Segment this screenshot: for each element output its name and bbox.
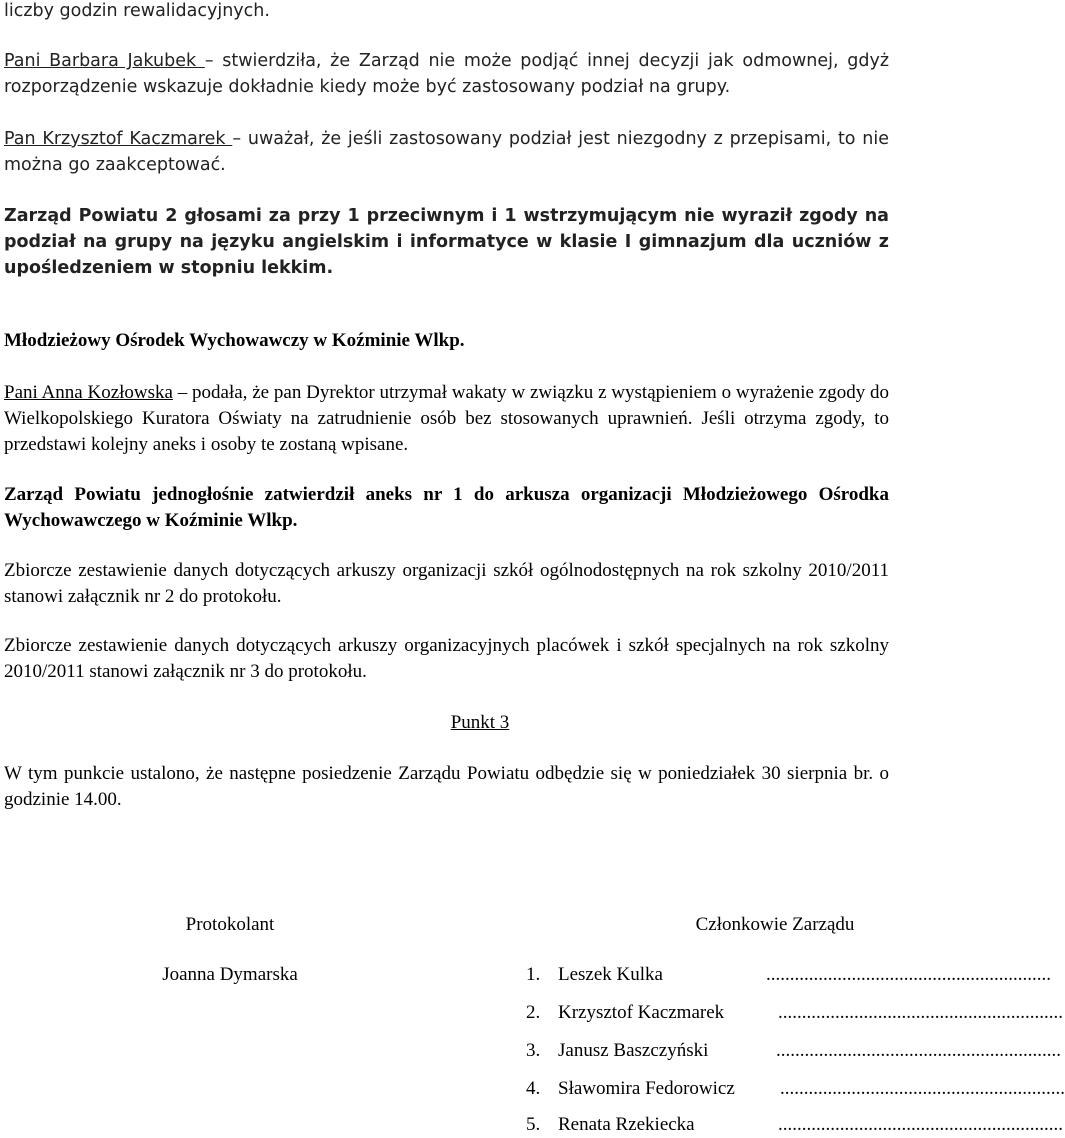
member-name: Leszek Kulka — [558, 964, 663, 985]
member-name: Sławomira Fedorowicz — [558, 1078, 735, 1099]
resolution-paragraph: Zarząd Powiatu jednogłośnie zatwierdził aneks nr 1 do arkusza organizacji Młodzieżowego Ośrodka Wychowawczego w Koźminie Wlkp. — [4, 484, 889, 531]
protokolant-label: Protokolant — [185, 914, 275, 935]
member-name: Renata Rzekiecka — [558, 1114, 695, 1135]
signature-dots: ............................................................ — [778, 1002, 1063, 1023]
members-label: Członkowie Zarządu — [695, 914, 855, 935]
member-name: Janusz Baszczyński — [558, 1040, 709, 1061]
resolution-paragraph: Zarząd Powiatu 2 głosami za przy 1 przeciwnym i 1 wstrzymującym nie wyraził zgody na podział na grupy na języku angielskim i informatyce w klasie I gimnazjum dla uczniów z upośledzeniem w stopniu lekkim. — [4, 206, 889, 278]
paragraph-kozlowska — [4, 380, 889, 458]
member-signature-line — [526, 962, 1051, 988]
attachment-note: Zbiorcze zestawienie danych dotyczących arkuszy organizacyjnych placówek i szkół specjalnych na rok szkolny 2010/2011 stanowi załącznik nr 3 do protokołu. — [4, 635, 889, 682]
signature-dots: ............................................................ — [776, 1040, 1061, 1061]
member-signature-line — [526, 1076, 1065, 1102]
speaker-name: Pan Krzysztof Kaczmarek — [4, 129, 233, 149]
statement-text: – uważał, że jeśli zastosowany podział jest niezgodny z przepisami, to nie można go zaakceptować. — [4, 129, 889, 175]
member-signature-line — [526, 1000, 1063, 1026]
signature-dots: ............................................................ — [780, 1078, 1065, 1099]
speaker-name: Pani Anna Kozłowska — [4, 382, 173, 403]
statement-text: – stwierdziła, że Zarząd nie może podjąć innej decyzji jak odmownej, gdyż rozporządzenie wskazuje dokładnie kiedy może być zastosowany podział na grupy. — [4, 51, 890, 97]
signature-dots: ............................................................ — [778, 1114, 1063, 1135]
member-signature-line — [526, 1112, 1063, 1138]
member-number: 2. — [526, 1002, 541, 1023]
closing-paragraph: W tym punkcie ustalono, że następne posiedzenie Zarządu Powiatu odbędzie się w poniedziałek 30 sierpnia br. o godzinie 14.00. — [4, 763, 889, 810]
signature-dots: ............................................................ — [766, 964, 1051, 985]
statement-text: – podała, że pan Dyrektor utrzymał wakaty w związku z wystąpieniem o wyrażenie zgody do Wielkopolskiego Kuratora Oświaty na zatrudnienie osób bez stosowanych uprawnień. Jeśli otrzyma zgody, to przedstawi kolejny aneks i osoby te zostaną wpisane. — [4, 382, 889, 455]
attachment-note: Zbiorcze zestawienie danych dotyczących arkuszy organizacji szkół ogólnodostępnych na rok szkolny 2010/2011 stanowi załącznik nr 2 do protokołu. — [4, 560, 889, 607]
member-signature-line — [526, 1038, 1061, 1064]
speaker-name: Pani Barbara Jakubek — [4, 51, 205, 71]
paragraph-jakubek — [4, 48, 889, 100]
member-name: Krzysztof Kaczmarek — [558, 1002, 725, 1023]
member-number: 1. — [526, 964, 541, 985]
continued-line: liczby godzin rewalidacyjnych. — [4, 1, 270, 21]
protokolant-name: Joanna Dymarska — [162, 964, 298, 985]
member-number: 5. — [526, 1114, 541, 1135]
paragraph-kaczmarek — [4, 126, 889, 178]
member-number: 3. — [526, 1040, 541, 1061]
member-number: 4. — [526, 1078, 541, 1099]
section-heading: Młodzieżowy Ośrodek Wychowawczy w Koźminie Wlkp. — [4, 330, 465, 351]
point-heading: Punkt 3 — [450, 712, 510, 733]
